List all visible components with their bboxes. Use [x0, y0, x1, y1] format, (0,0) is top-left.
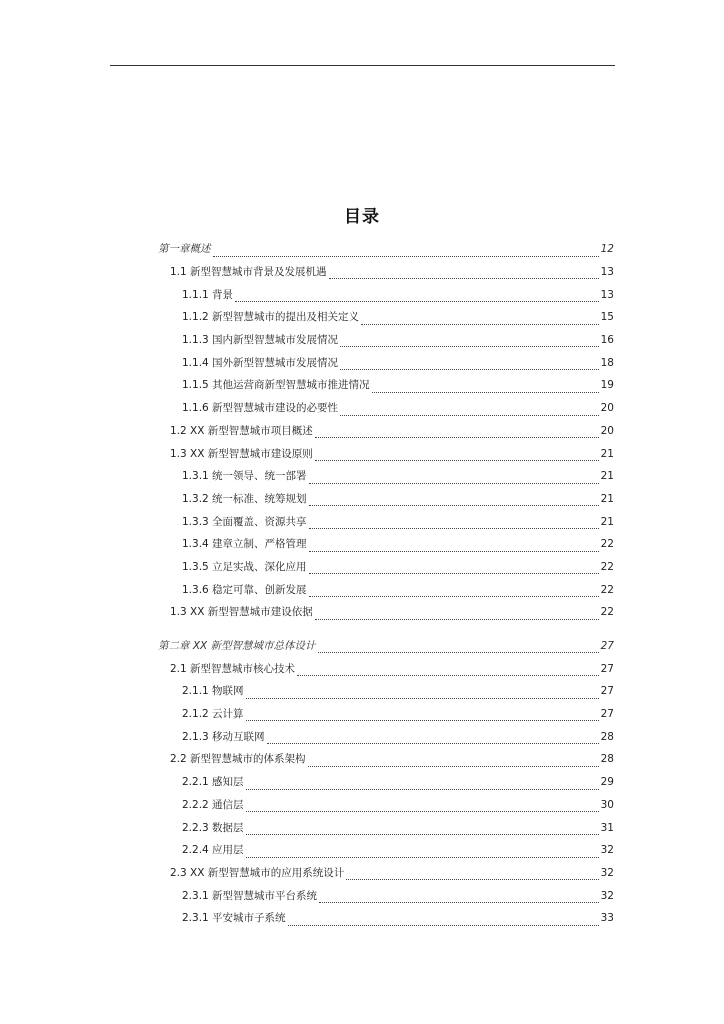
toc-entry-label: 1.1.1 背景 [182, 288, 234, 301]
toc-entry-page-number: 28 [600, 730, 614, 743]
toc-dot-leader [246, 719, 599, 721]
toc-entry-label: 1.3 XX 新型智慧城市建设原则 [170, 447, 313, 460]
toc-entry-page-number: 20 [600, 402, 614, 415]
toc-entry-page-number: 28 [600, 753, 614, 766]
toc-entry[interactable] [158, 420, 614, 443]
toc-dot-leader [297, 674, 599, 676]
toc-entry[interactable] [158, 351, 614, 374]
toc-dot-leader [372, 391, 599, 393]
toc-entry-label: 2.2 新型智慧城市的体系架构 [170, 753, 306, 766]
toc-entry-label: 1.1.6 新型智慧城市建设的必要性 [182, 402, 339, 415]
toc-entry-page-number: 22 [600, 583, 614, 596]
toc-entry-label: 2.2.4 应用层 [182, 844, 244, 857]
toc-list [158, 238, 614, 930]
toc-dot-leader [315, 436, 599, 438]
toc-entry-page-number: 22 [600, 606, 614, 619]
toc-entry-page-number: 31 [600, 821, 614, 834]
toc-entry-label: 1.3.4 建章立制、严格管理 [182, 538, 307, 551]
toc-entry-label: 2.2.3 数据层 [182, 821, 244, 834]
toc-entry[interactable] [158, 839, 614, 862]
toc-dot-leader [308, 765, 599, 767]
toc-entry-label: 1.3.3 全面覆盖、资源共享 [182, 515, 307, 528]
toc-dot-leader [340, 368, 599, 370]
toc-dot-leader [318, 651, 599, 653]
toc-dot-leader [309, 572, 599, 574]
toc-entry-label: 2.3.1 新型智慧城市平台系统 [182, 889, 318, 902]
toc-dot-leader [309, 595, 599, 597]
toc-dot-leader [246, 788, 599, 790]
toc-dot-leader [235, 300, 599, 302]
toc-dot-leader [329, 277, 599, 279]
toc-entry[interactable] [158, 794, 614, 817]
toc-entry[interactable] [158, 397, 614, 420]
toc-entry-page-number: 33 [600, 912, 614, 925]
toc-entry-label: 1.1.4 国外新型智慧城市发展情况 [182, 356, 339, 369]
toc-entry[interactable] [158, 748, 614, 771]
toc-entry[interactable] [158, 442, 614, 465]
toc-entry-page-number: 12 [600, 243, 614, 256]
toc-entry[interactable] [158, 725, 614, 748]
toc-entry-label: 1.1.5 其他运营商新型智慧城市推进情况 [182, 379, 370, 392]
toc-entry-label: 2.2.2 通信层 [182, 798, 244, 811]
toc-entry-page-number: 27 [600, 662, 614, 675]
toc-entry-label: 1.3.5 立足实战、深化应用 [182, 560, 307, 573]
toc-entry-page-number: 22 [600, 560, 614, 573]
toc-entry-label: 第一章概述 [158, 243, 211, 256]
toc-entry[interactable] [158, 238, 614, 261]
toc-entry[interactable] [158, 771, 614, 794]
toc-dot-leader [315, 618, 599, 620]
toc-entry[interactable] [158, 862, 614, 885]
toc-entry-page-number: 22 [600, 538, 614, 551]
toc-entry-label: 1.3.2 统一标准、统筹规划 [182, 492, 307, 505]
toc-dot-leader [340, 414, 599, 416]
toc-entry-label: 1.3 XX 新型智慧城市建设依据 [170, 606, 313, 619]
toc-dot-leader [315, 459, 599, 461]
toc-entry-page-number: 27 [600, 708, 614, 721]
toc-entry-page-number: 30 [600, 798, 614, 811]
toc-dot-leader [319, 901, 599, 903]
toc-dot-leader [246, 833, 599, 835]
toc-entry[interactable] [158, 329, 614, 352]
toc-entry[interactable] [158, 556, 614, 579]
toc-entry[interactable] [158, 510, 614, 533]
toc-entry-page-number: 32 [600, 889, 614, 902]
toc-dot-leader [340, 345, 599, 347]
toc-dot-leader [246, 697, 599, 699]
toc-entry-page-number: 29 [600, 776, 614, 789]
toc-entry[interactable] [158, 306, 614, 329]
toc-entry[interactable] [158, 533, 614, 556]
toc-entry-page-number: 19 [600, 379, 614, 392]
toc-entry-label: 第二章 XX 新型智慧城市总体设计 [158, 640, 316, 653]
toc-dot-leader [309, 482, 599, 484]
toc-dot-leader [361, 323, 599, 325]
toc-dot-leader [267, 742, 599, 744]
toc-dot-leader [309, 550, 599, 552]
toc-entry[interactable] [158, 374, 614, 397]
toc-entry[interactable] [158, 578, 614, 601]
toc-entry[interactable] [158, 816, 614, 839]
toc-entry-page-number: 15 [600, 311, 614, 324]
toc-dot-leader [246, 856, 599, 858]
toc-entry[interactable] [158, 703, 614, 726]
toc-entry-page-number: 21 [600, 447, 614, 460]
toc-dot-leader [246, 810, 599, 812]
toc-dot-leader [309, 504, 599, 506]
toc-entry-label: 2.1.2 云计算 [182, 708, 244, 721]
toc-entry-page-number: 13 [600, 288, 614, 301]
toc-entry-page-number: 21 [600, 515, 614, 528]
toc-entry-label: 2.1.1 物联网 [182, 685, 244, 698]
toc-entry-label: 1.3.1 统一领导、统一部署 [182, 470, 307, 483]
toc-entry[interactable] [158, 907, 614, 930]
toc-dot-leader [346, 878, 598, 880]
toc-entry[interactable] [158, 601, 614, 624]
toc-entry-page-number: 20 [600, 424, 614, 437]
toc-entry[interactable] [158, 657, 614, 680]
toc-entry-label: 2.2.1 感知层 [182, 776, 244, 789]
toc-entry-label: 2.3.1 平安城市子系统 [182, 912, 286, 925]
toc-entry[interactable] [158, 488, 614, 511]
toc-entry[interactable] [158, 680, 614, 703]
toc-entry-page-number: 21 [600, 470, 614, 483]
toc-entry[interactable] [158, 261, 614, 284]
toc-entry-label: 2.1 新型智慧城市核心技术 [170, 662, 296, 675]
toc-entry[interactable] [158, 283, 614, 306]
page-title: 目录 [344, 207, 380, 227]
toc-entry-page-number: 27 [600, 685, 614, 698]
toc-entry-label: 1.1.2 新型智慧城市的提出及相关定义 [182, 311, 360, 324]
toc-entry-label: 1.2 XX 新型智慧城市项目概述 [170, 424, 313, 437]
toc-entry-page-number: 13 [600, 266, 614, 279]
toc-entry-page-number: 21 [600, 492, 614, 505]
toc-entry-page-number: 27 [600, 640, 614, 653]
toc-entry-label: 1.1 新型智慧城市背景及发展机遇 [170, 266, 327, 279]
toc-entry-label: 2.3 XX 新型智慧城市的应用系统设计 [170, 866, 345, 879]
toc-entry-page-number: 32 [600, 844, 614, 857]
toc-entry-page-number: 16 [600, 334, 614, 347]
toc-entry-label: 1.3.6 稳定可靠、创新发展 [182, 583, 307, 596]
toc-entry-label: 1.1.3 国内新型智慧城市发展情况 [182, 334, 339, 347]
toc-dot-leader [288, 924, 599, 926]
header-rule [110, 65, 615, 66]
toc-entry-page-number: 32 [600, 866, 614, 879]
toc-entry[interactable] [158, 465, 614, 488]
toc-entry[interactable] [158, 884, 614, 907]
toc-entry-label: 2.1.3 移动互联网 [182, 730, 265, 743]
toc-entry[interactable] [158, 635, 614, 658]
toc-dot-leader [213, 255, 599, 257]
toc-entry-page-number: 18 [600, 356, 614, 369]
toc-dot-leader [309, 527, 599, 529]
